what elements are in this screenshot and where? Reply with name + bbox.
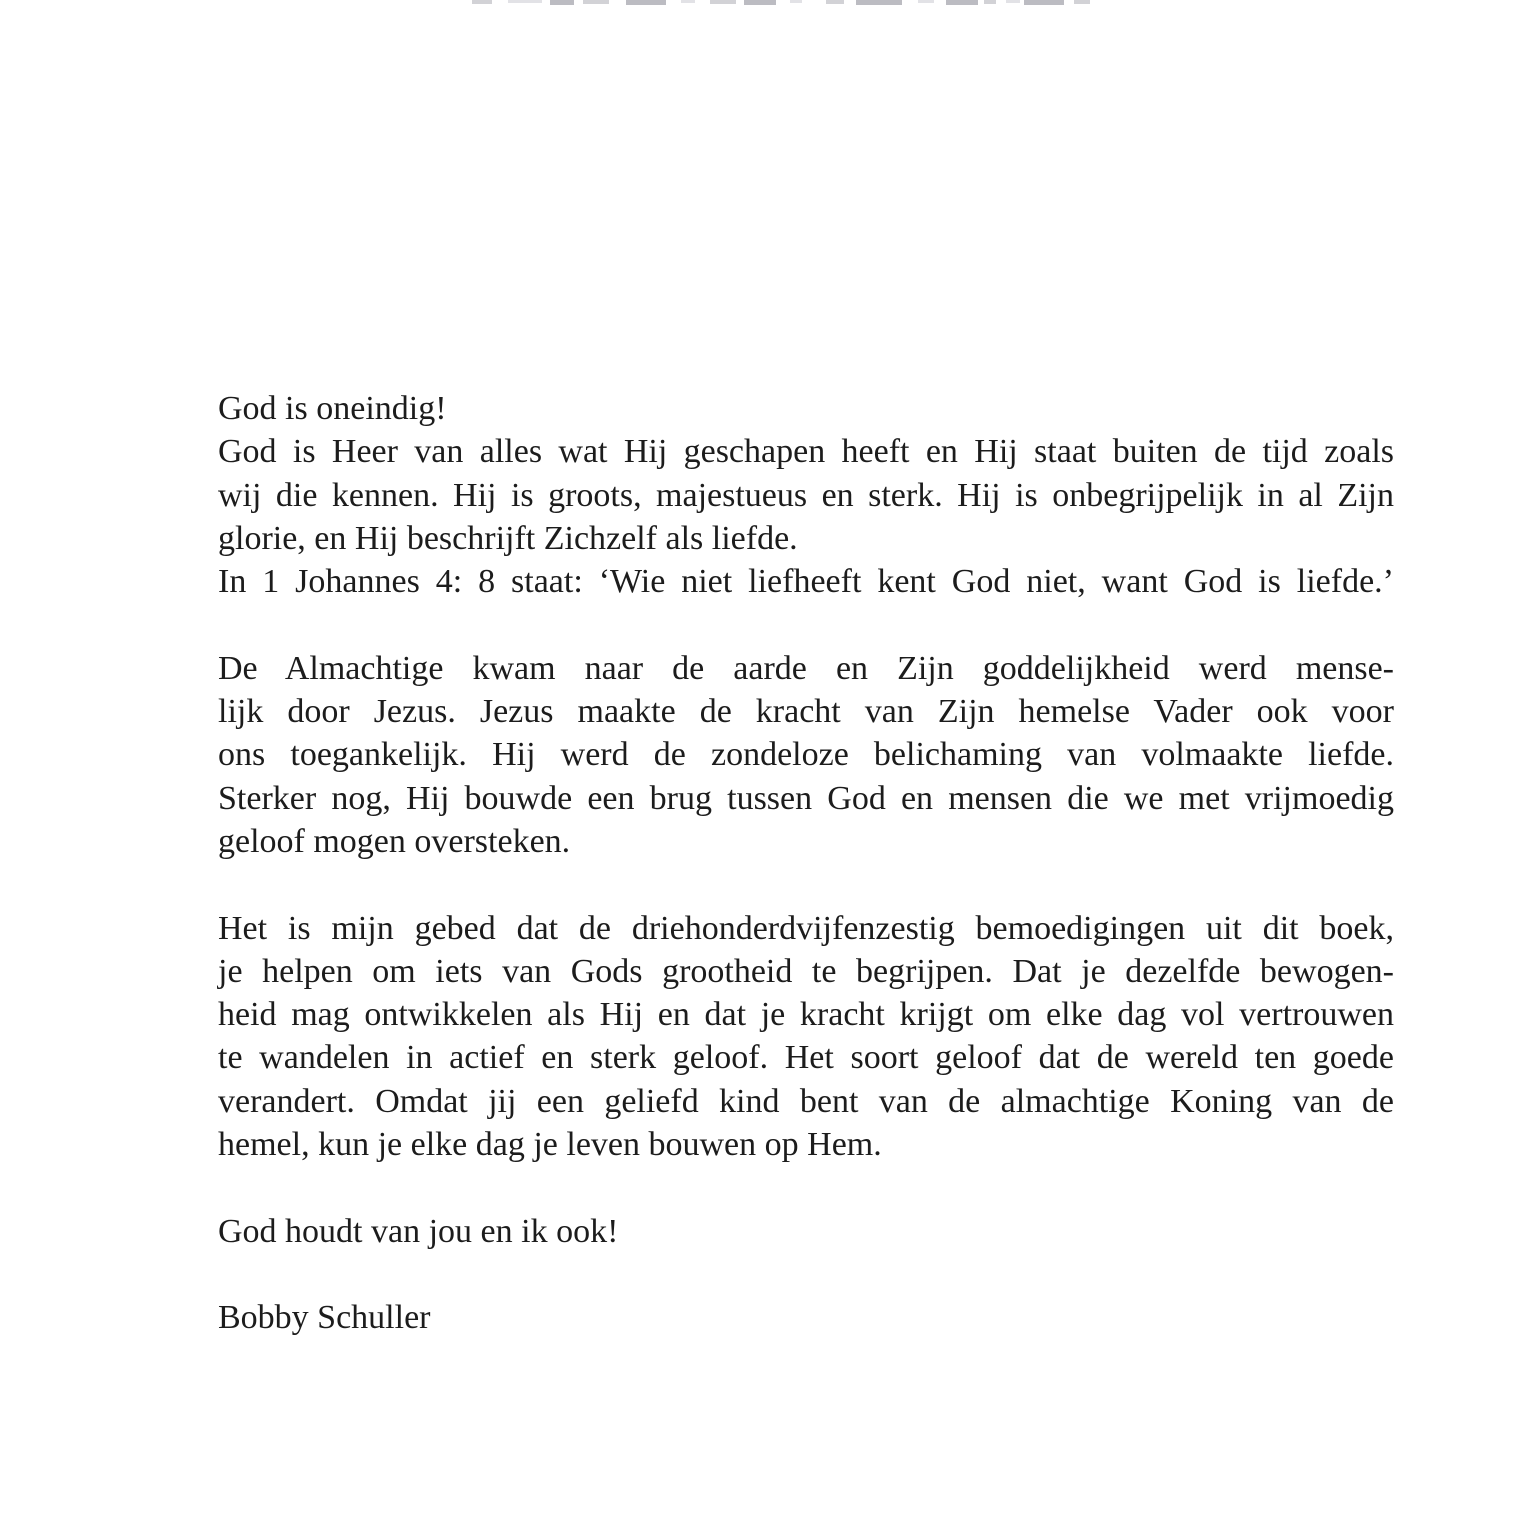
text-line: In 1 Johannes 4: 8 staat: ‘Wie niet liefheeft kent God niet, want God is liefde.’ — [218, 563, 1394, 601]
clipped-text-fragment — [710, 0, 736, 4]
paragraph-gebed — [218, 907, 1394, 1167]
clipped-text-fragment — [681, 0, 695, 3]
clipped-text-fragment — [946, 0, 978, 5]
clipped-text-fragment — [550, 0, 574, 5]
clipped-text-fragment — [790, 0, 802, 3]
text-line: God houdt van jou en ik ook! — [218, 1212, 619, 1250]
text-line: Het is mijn gebed dat de driehonderdvijfenzestig bemoedigingen uit dit boek, — [218, 909, 1394, 947]
text-line: je helpen om iets van Gods grootheid te begrijpen. Dat je dezelfde bewogen- — [218, 952, 1394, 990]
text-line: geloof mogen oversteken. — [218, 822, 571, 860]
clipped-text-fragment — [918, 0, 934, 3]
clipped-text-fragment — [826, 0, 844, 4]
text-line: heid mag ontwikkelen als Hij en dat je kracht krijgt om elke dag vol vertrouwen — [218, 996, 1394, 1034]
signature — [218, 1296, 1394, 1339]
body-text — [218, 387, 1394, 1340]
clipped-text-fragment — [744, 0, 776, 5]
text-line: wij die kennen. Hij is groots, majestueus en sterk. Hij is onbegrijpelijk in al Zijn — [218, 476, 1394, 514]
clipped-text-fragment — [583, 0, 609, 4]
text-line: lijk door Jezus. Jezus maakte de kracht van Zijn hemelse Vader ook voor — [218, 693, 1394, 731]
text-line: verandert. Omdat jij een geliefd kind bent van de almachtige Koning van de — [218, 1082, 1394, 1120]
clipped-text-fragment — [626, 0, 666, 5]
clipped-text-fragment — [1074, 0, 1090, 4]
text-line: God is Heer van alles wat Hij geschapen heeft en Hij staat buiten de tijd zoals — [218, 433, 1394, 471]
text-line: te wandelen in actief en sterk geloof. Het soort geloof dat de wereld ten goede — [218, 1039, 1394, 1077]
text-line: glorie, en Hij beschrijft Zichzelf als liefde. — [218, 519, 798, 557]
text-line: hemel, kun je elke dag je leven bouwen op Hem. — [218, 1126, 882, 1164]
author-name: Bobby Schuller — [218, 1299, 431, 1337]
text-line: De Almachtige kwam naar de aarde en Zijn goddelijkheid werd mense- — [218, 649, 1394, 687]
clipped-text-fragment — [1006, 0, 1020, 3]
clipped-text-fragment — [1024, 0, 1064, 5]
clipped-text-fragment — [508, 0, 542, 3]
clipped-text-fragment — [472, 0, 492, 4]
text-line: God is oneindig! — [218, 390, 447, 427]
text-line: ons toegankelijk. Hij werd de zondeloze belichaming van volmaakte liefde. — [218, 736, 1394, 774]
clipped-text-fragment — [984, 0, 996, 4]
paragraph-opening — [218, 387, 1394, 603]
paragraph-closing — [218, 1210, 1394, 1253]
clipped-text-fragment — [856, 0, 902, 5]
paragraph-almachtige — [218, 647, 1394, 863]
clipped-chapter-heading — [0, 0, 1535, 10]
text-line: Sterker nog, Hij bouwde een brug tussen God en mensen die we met vrijmoedig — [218, 779, 1394, 817]
